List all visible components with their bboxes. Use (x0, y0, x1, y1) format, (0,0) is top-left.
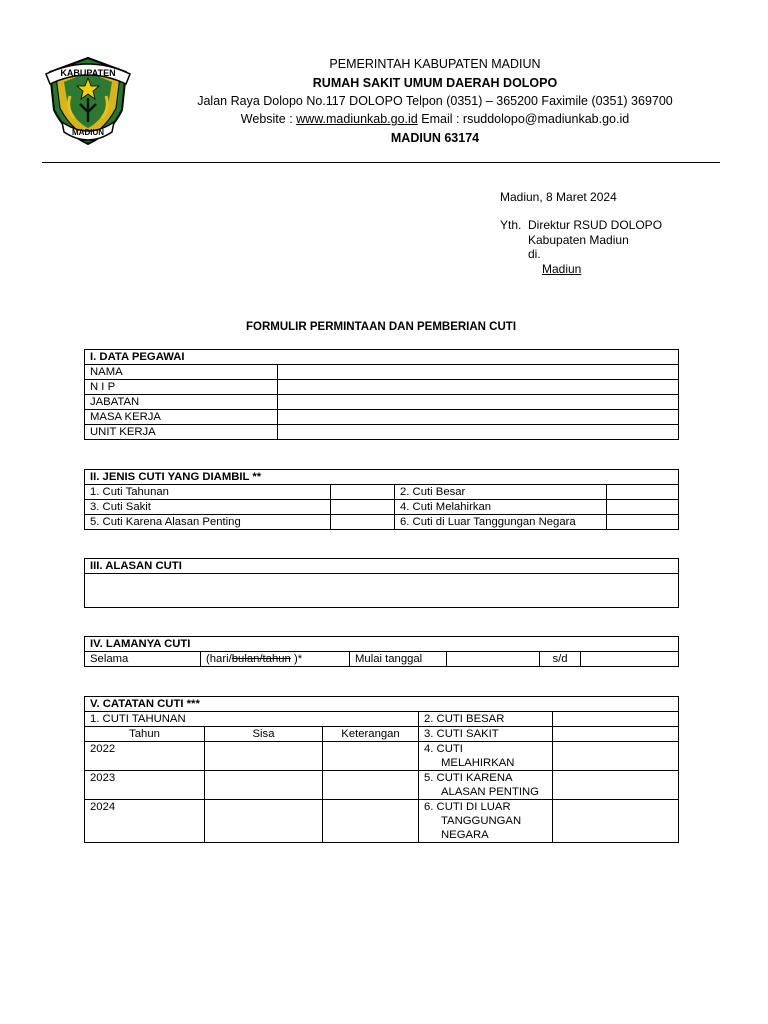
header-divider (42, 162, 720, 163)
check-cuti-tahunan[interactable] (331, 485, 395, 500)
note-cuti-melahirkan-line2: MELAHIRKAN (441, 757, 515, 769)
sub-cuti-tahunan: 1. CUTI TAHUNAN (85, 712, 419, 727)
header-city: MADIUN 63174 (390, 131, 480, 145)
field-masa-kerja[interactable] (278, 410, 679, 425)
note-cuti-alasan-penting-line1: 5. CUTI KARENA (424, 772, 513, 784)
note-cuti-alasan-penting-value[interactable] (553, 771, 679, 800)
label-mulai-tanggal: Mulai tanggal (350, 652, 447, 667)
emblem-bottom-text: MADIUN (72, 128, 104, 137)
alasan-cuti-table (84, 558, 679, 608)
note-cuti-melahirkan-value[interactable] (553, 742, 679, 771)
section-2-title: II. JENIS CUTI YANG DIAMBIL ** (85, 470, 679, 485)
year-2024: 2024 (85, 800, 205, 843)
option-cuti-sakit: 3. Cuti Sakit (85, 500, 331, 515)
note-cuti-melahirkan-line1: 4. CUTI (424, 743, 463, 755)
section-3-title: III. ALASAN CUTI (85, 559, 679, 574)
note-cuti-luar-value[interactable] (553, 800, 679, 843)
letter-di: di. (528, 247, 541, 261)
note-cuti-sakit-value[interactable] (553, 727, 679, 742)
note-cuti-alasan-penting-line2: ALASAN PENTING (441, 786, 539, 798)
field-start-date[interactable] (447, 652, 540, 667)
unit-hari: (hari/ (206, 653, 232, 665)
label-masa-kerja: MASA KERJA (85, 410, 278, 425)
letter-yth: Yth. (500, 218, 522, 232)
check-cuti-alasan-penting[interactable] (331, 515, 395, 530)
check-cuti-sakit[interactable] (331, 500, 395, 515)
keterangan-2023[interactable] (323, 771, 419, 800)
letter-recipient: Direktur RSUD DOLOPO (528, 218, 663, 232)
unit-asterisk: )* (290, 653, 303, 665)
field-alasan-cuti[interactable] (85, 574, 679, 608)
sisa-2023[interactable] (205, 771, 323, 800)
note-cuti-luar-line2: TANGGUNGAN (441, 815, 522, 827)
form-title: FORMULIR PERMINTAAN DAN PEMBERIAN CUTI (245, 321, 517, 333)
check-cuti-luar-tanggungan[interactable] (607, 515, 679, 530)
check-cuti-melahirkan[interactable] (607, 500, 679, 515)
note-cuti-luar-line3: NEGARA (441, 829, 489, 841)
field-unit-kerja[interactable] (278, 425, 679, 440)
header-hospital: RUMAH SAKIT UMUM DAERAH DOLOPO (312, 76, 558, 90)
website-link[interactable]: www.madiunkab.go.id (296, 112, 418, 126)
note-cuti-luar-line1: 6. CUTI DI LUAR (424, 801, 511, 813)
keterangan-2024[interactable] (323, 800, 419, 843)
option-cuti-alasan-penting: 5. Cuti Karena Alasan Penting (85, 515, 331, 530)
field-nip[interactable] (278, 380, 679, 395)
emblem-top-text: KABUPATEN (60, 68, 116, 78)
header-government: PEMERINTAH KABUPATEN MADIUN (329, 57, 541, 71)
section-5-title: V. CATATAN CUTI *** (85, 697, 679, 712)
section-4-title: IV. LAMANYA CUTI (85, 637, 679, 652)
label-nip: N I P (85, 380, 278, 395)
field-jabatan[interactable] (278, 395, 679, 410)
lamanya-cuti-table (84, 636, 679, 667)
option-cuti-besar: 2. Cuti Besar (395, 485, 607, 500)
check-cuti-besar[interactable] (607, 485, 679, 500)
note-cuti-sakit: 3. CUTI SAKIT (419, 727, 553, 742)
letter-recipient-region: Kabupaten Madiun (528, 233, 629, 247)
section-1-title: I. DATA PEGAWAI (85, 350, 679, 365)
field-duration-unit[interactable] (201, 652, 350, 667)
note-cuti-besar-value[interactable] (553, 712, 679, 727)
col-tahun: Tahun (85, 727, 205, 742)
email-label: Email : rsuddolopo@madiunkab.go.id (417, 112, 630, 126)
keterangan-2022[interactable] (323, 742, 419, 771)
option-cuti-tahunan: 1. Cuti Tahunan (85, 485, 331, 500)
website-label: Website : (240, 112, 297, 126)
col-sisa: Sisa (205, 727, 323, 742)
regency-emblem (40, 52, 136, 148)
note-cuti-melahirkan (419, 742, 553, 771)
year-2023: 2023 (85, 771, 205, 800)
sisa-2024[interactable] (205, 800, 323, 843)
field-end-date[interactable] (581, 652, 679, 667)
header-contact (150, 110, 720, 128)
option-cuti-luar-tanggungan: 6. Cuti di Luar Tanggungan Negara (395, 515, 607, 530)
label-unit-kerja: UNIT KERJA (85, 425, 278, 440)
data-pegawai-table (84, 349, 679, 440)
jenis-cuti-table (84, 469, 679, 530)
col-keterangan: Keterangan (323, 727, 419, 742)
note-cuti-luar-tanggungan (419, 800, 553, 843)
field-nama[interactable] (278, 365, 679, 380)
note-cuti-besar: 2. CUTI BESAR (419, 712, 553, 727)
label-selama: Selama (85, 652, 201, 667)
header-address: Jalan Raya Dolopo No.117 DOLOPO Telpon (0351) – 365200 Faximile (0351) 369700 (197, 94, 673, 108)
letter-date: Madiun, 8 Maret 2024 (500, 190, 617, 204)
unit-bulan-tahun: bulan/tahun (231, 653, 291, 665)
label-jabatan: JABATAN (85, 395, 278, 410)
label-nama: NAMA (85, 365, 278, 380)
catatan-cuti-table (84, 696, 679, 843)
label-sd: s/d (540, 652, 581, 667)
note-cuti-alasan-penting (419, 771, 553, 800)
year-2022: 2022 (85, 742, 205, 771)
option-cuti-melahirkan: 4. Cuti Melahirkan (395, 500, 607, 515)
letter-city: Madiun (542, 262, 582, 276)
sisa-2022[interactable] (205, 742, 323, 771)
